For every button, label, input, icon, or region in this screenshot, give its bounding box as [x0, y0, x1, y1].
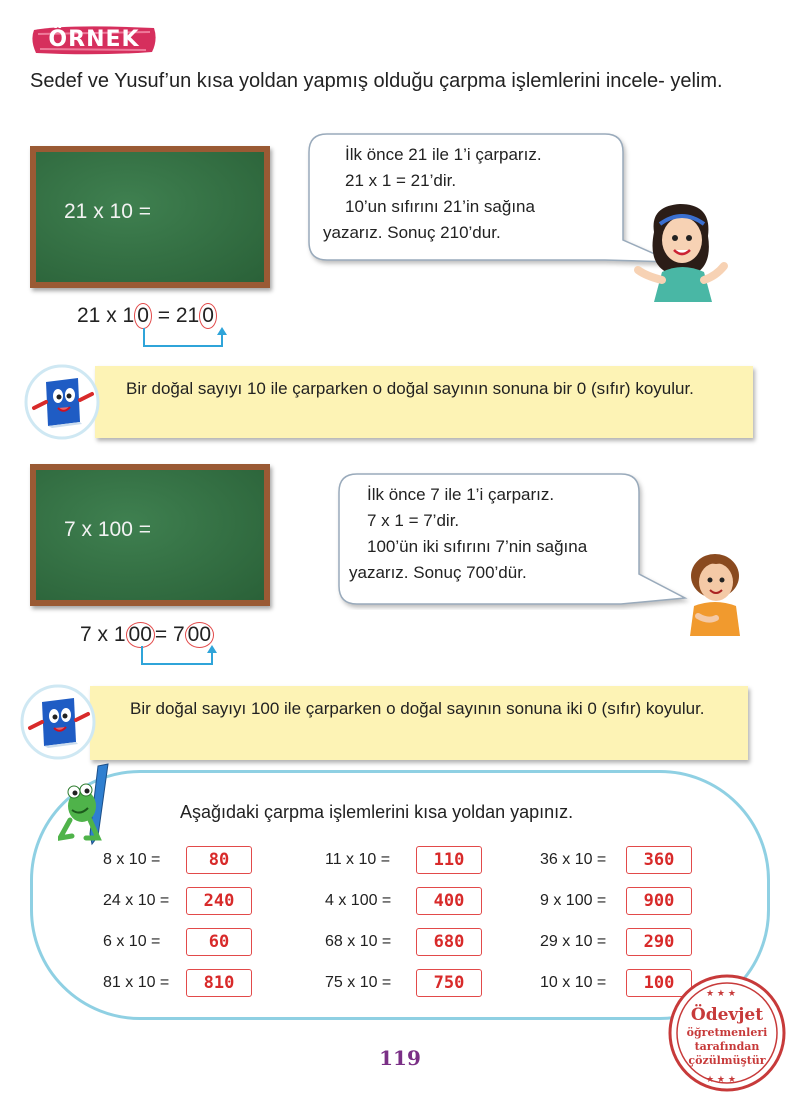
chalkboard-2: [30, 464, 270, 606]
arrow-icon-2: [136, 644, 226, 670]
question-3-2: 68 x 10 =: [325, 933, 392, 950]
book-mascot-icon-2: [18, 682, 98, 762]
answer-4-2[interactable]: 750: [416, 969, 482, 997]
bubble-1-line-3: 10’un sıfırını 21’in sağına: [345, 197, 535, 216]
intro-text: Sedef ve Yusuf’un kısa yoldan yapmış olduğu çarpma işlemlerini incele- yelim.: [30, 70, 723, 92]
bubble-2-line-2: 7 x 1 = 7’dir.: [367, 511, 460, 530]
answer-1-3[interactable]: 360: [626, 846, 692, 874]
eq2-left: 7 x 1: [80, 623, 126, 646]
rule-1-text: Bir doğal sayıyı 10 ile çarparken o doğal sayının sonuna bir 0 (sıfır) koyulur.: [126, 379, 694, 398]
question-2-2: 4 x 100 =: [325, 892, 392, 909]
eq1-left: 21 x 1: [77, 304, 135, 327]
stamp-line-3: tarafından: [694, 1040, 760, 1053]
eq1-mid: = 21: [151, 304, 200, 327]
bubble-1-line-4: yazarız. Sonuç 210’dur.: [323, 223, 501, 242]
question-3-3: 29 x 10 =: [540, 933, 607, 950]
svg-text:★ ★ ★: ★ ★ ★: [706, 989, 736, 999]
answer-4-3[interactable]: 100: [626, 969, 692, 997]
question-4-2: 75 x 10 =: [325, 974, 392, 991]
answer-1-2[interactable]: 110: [416, 846, 482, 874]
frog-pencil-icon: [58, 762, 126, 846]
rule-2-text: Bir doğal sayıyı 100 ile çarparken o doğal sayının sonuna iki 0 (sıfır) koyulur.: [130, 699, 705, 718]
svg-text:★ ★ ★: ★ ★ ★: [706, 1075, 736, 1085]
bubble-1-line-1: İlk önce 21 ile 1’i çarparız.: [345, 145, 542, 164]
ornek-badge: [28, 22, 160, 58]
question-2-1: 24 x 10 =: [103, 892, 170, 909]
girl-character-icon: [632, 196, 732, 302]
odevjet-stamp: [666, 972, 788, 1094]
book-mascot-icon: [22, 362, 102, 442]
question-2-3: 9 x 100 =: [540, 892, 607, 909]
bubble-2-line-1: İlk önce 7 ile 1’i çarparız.: [367, 485, 555, 504]
stamp-line-1: Ödevjet: [690, 1005, 764, 1025]
question-1-3: 36 x 10 =: [540, 851, 607, 868]
stamp-line-2: öğretmenleri: [686, 1026, 768, 1039]
page-number: 119: [379, 1046, 421, 1070]
stamp-icon: [666, 972, 788, 1094]
eq1-right-circle: 0: [199, 303, 217, 329]
board-2-text: 7 x 100 =: [64, 518, 151, 541]
speech-bubble-1: [305, 130, 685, 270]
boy-character-icon: [680, 546, 750, 636]
eq1-left-circle: 0: [134, 303, 152, 329]
question-3-1: 6 x 10 =: [103, 933, 161, 950]
question-1-1: 8 x 10 =: [103, 851, 161, 868]
exercise-title: Aşağıdaki çarpma işlemlerini kısa yoldan yapınız.: [180, 802, 574, 822]
answer-3-3[interactable]: 290: [626, 928, 692, 956]
board-1-text: 21 x 10 =: [64, 200, 151, 223]
badge-label: ÖRNEK: [48, 27, 140, 52]
bubble-2-line-4: yazarız. Sonuç 700’dür.: [349, 563, 527, 582]
rule-box-2: [90, 686, 748, 760]
eq2-mid: = 7: [154, 623, 185, 646]
eq2-right-circle: 00: [185, 622, 214, 648]
bubble-1-line-2: 21 x 1 = 21’dir.: [345, 171, 457, 190]
answer-3-2[interactable]: 680: [416, 928, 482, 956]
answer-2-2[interactable]: 400: [416, 887, 482, 915]
answer-1-1[interactable]: 80: [186, 846, 252, 874]
arrow-icon: [138, 326, 234, 352]
question-1-2: 11 x 10 =: [325, 851, 391, 868]
question-4-1: 81 x 10 =: [103, 974, 170, 991]
answer-2-1[interactable]: 240: [186, 887, 252, 915]
stamp-line-4: çözülmüştür: [688, 1054, 766, 1067]
speech-bubble-2: [335, 470, 715, 610]
chalkboard-1: [30, 146, 270, 288]
answer-3-1[interactable]: 60: [186, 928, 252, 956]
question-4-3: 10 x 10 =: [540, 974, 607, 991]
bubble-2-line-3: 100’ün iki sıfırını 7’nin sağına: [367, 537, 588, 556]
eq2-left-circle: 00: [126, 622, 155, 648]
answer-2-3[interactable]: 900: [626, 887, 692, 915]
answer-4-1[interactable]: 810: [186, 969, 252, 997]
rule-box-1: [95, 366, 753, 438]
